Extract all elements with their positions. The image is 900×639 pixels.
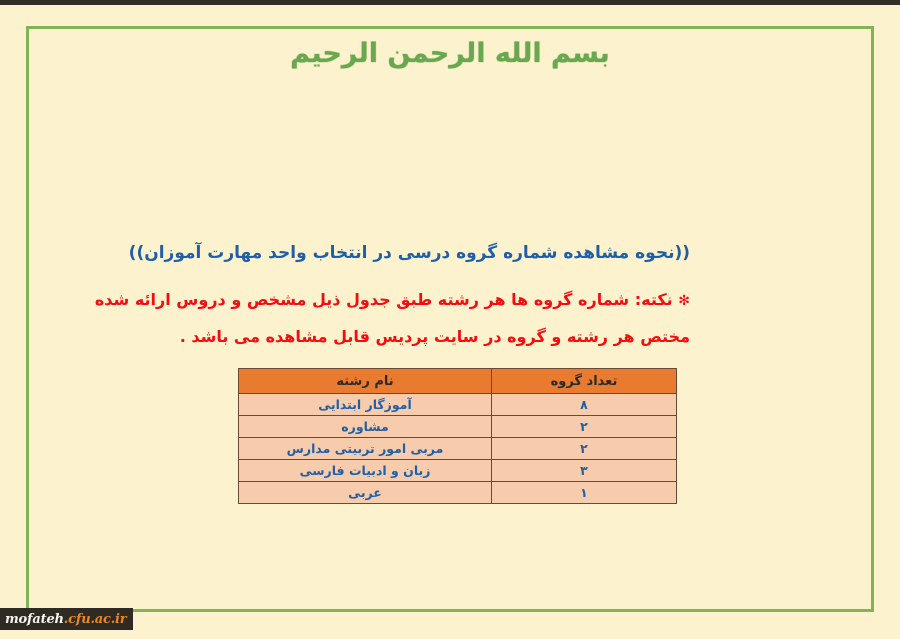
site-watermark	[0, 608, 133, 630]
table-header-row	[239, 369, 677, 394]
cell-name: زبان و ادبیات فارسی	[239, 460, 492, 482]
basmala-header: بسم الله الرحمن الرحیم	[290, 38, 610, 69]
cell-count: ۱	[492, 482, 677, 504]
watermark-domain: .cfu.ac.ir	[63, 611, 127, 627]
cell-name: مربی امور تربیتی مدارس	[239, 438, 492, 460]
column-header-count: تعداد گروه	[492, 369, 677, 394]
cell-name: مشاوره	[239, 416, 492, 438]
cell-count: ۸	[492, 394, 677, 416]
watermark-name: mofateh	[5, 611, 64, 627]
cell-name: عربی	[239, 482, 492, 504]
asterisk-icon: ✻	[678, 293, 690, 309]
table-row	[239, 482, 677, 504]
groups-table	[238, 368, 677, 504]
note-line-1	[94, 282, 690, 319]
table-row	[239, 394, 677, 416]
table-row	[239, 416, 677, 438]
note-line-2: مختص هر رشته و گروه در سایت پردیس قابل مشاهده می باشد .	[179, 327, 690, 346]
top-dark-strip	[0, 0, 900, 5]
content-block	[94, 238, 690, 355]
cell-count: ۳	[492, 460, 677, 482]
table-row	[239, 438, 677, 460]
page-title: ((نحوه مشاهده شماره گروه درسی در انتخاب واحد مهارت آموزان))	[128, 243, 690, 263]
cell-count: ۲	[492, 438, 677, 460]
cell-count: ۲	[492, 416, 677, 438]
cell-name: آموزگار ابتدایی	[239, 394, 492, 416]
groups-table-container	[239, 368, 677, 504]
column-header-name: نام رشته	[239, 369, 492, 394]
note-line-1-text: نکته: شماره گروه ها هر رشته طبق جدول ذیل مشخص و دروس ارائه شده	[94, 290, 673, 309]
table-row	[239, 460, 677, 482]
